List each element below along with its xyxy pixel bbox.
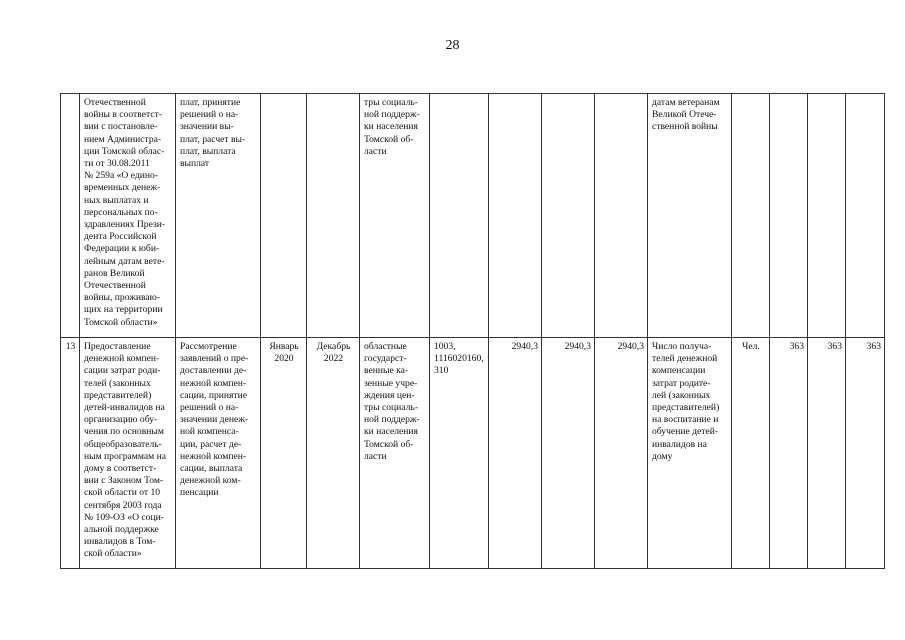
executor-cell: тры социаль- ной поддерж- ки населения Томской об- ласти [360,94,430,338]
activity-content-cell: плат, принятие решений о на- значении вы- плат, расчет вы- плат, выплата выплат [176,94,261,338]
indicator-year3-cell [846,94,885,338]
unit-cell [732,94,770,338]
start-date-cell [261,94,307,338]
indicator-year1-cell [770,94,808,338]
executor-cell: областные государст- венные ка- зенные учре- ждения цен- тры социаль- ной поддерж- ки населения Томской об- ласти [360,338,430,569]
funding-year2-cell: 2940,3 [542,338,595,569]
activity-name-cell: Предоставление денежной компен- сации затрат роди- телей (законных представителей) детей-инвалидов на организацию обу- чения по основным общеобразователь- ным программам на дому в соответст- вии с Законом Том- ской области от 10 сентября 2003 года № 109-ОЗ «О соци- альной поддержке инвалидов в Том- ской области» [80,338,176,569]
funding-year1-cell [489,94,542,338]
activity-name-cell: Отечественной войны в соответст- вии с постановле- нием Администра- ции Томской облас- ти от 30.08.2011 № 259а «О едино- временных денеж- ных выплатах и персональных по- здравлениях Прези- дента Российской Федерации к юби- лейным датам вете- ранов Великой Отечественной войны, проживаю- щих на территории Томской области» [80,94,176,338]
funding-year2-cell [542,94,595,338]
funding-year3-cell [595,94,648,338]
funding-year3-cell: 2940,3 [595,338,648,569]
budget-code-cell: 1003, 1116020160, 310 [430,338,489,569]
table-row [61,338,885,569]
activity-content-cell: Рассмотрение заявлений о пре- доставлении де- нежной компен- сации, принятие решений о на- значении денеж- ной компенса- ции, расчет де- нежной компен- сации, выплата денежной ком- пенсации [176,338,261,569]
page-number: 28 [445,38,460,53]
row-number-cell: 13 [61,338,80,569]
unit-cell: Чел. [732,338,770,569]
indicator-year2-cell: 363 [808,338,846,569]
funding-year1-cell: 2940,3 [489,338,542,569]
program-activities-table [60,93,885,569]
end-date-cell: Декабрь 2022 [307,338,360,569]
start-date-cell: Январь 2020 [261,338,307,569]
indicator-year2-cell [808,94,846,338]
indicator-year1-cell: 363 [770,338,808,569]
row-number-cell [61,94,80,338]
indicator-year3-cell: 363 [846,338,885,569]
end-date-cell [307,94,360,338]
indicator-cell: датам ветеранам Великой Отече- ственной войны [648,94,732,338]
indicator-cell: Число получа- телей денежной компенсации затрат родите- лей (законных представителей) на воспитание и обучение детей- инвалидов на дому [648,338,732,569]
budget-code-cell [430,94,489,338]
table-row [61,94,885,338]
